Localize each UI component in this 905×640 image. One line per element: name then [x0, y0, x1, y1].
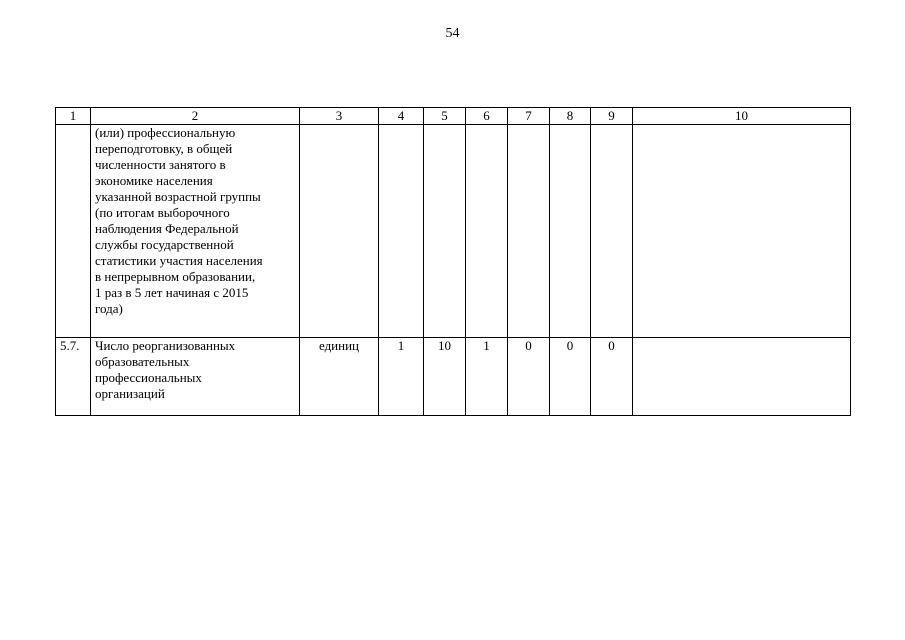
- value-cell: 1: [379, 338, 424, 416]
- column-header: 9: [591, 108, 633, 125]
- value-cell: 10: [424, 338, 466, 416]
- note-cell: [633, 125, 851, 338]
- description-line: службы государственной: [95, 237, 234, 252]
- description-line: экономике населения: [95, 173, 213, 188]
- column-header: 7: [508, 108, 550, 125]
- description-line: переподготовку, в общей: [95, 141, 233, 156]
- column-header: 10: [633, 108, 851, 125]
- value-cell: [424, 125, 466, 338]
- indicators-table: [55, 107, 851, 416]
- description-line: профессиональных: [95, 370, 202, 385]
- value-cell: 0: [550, 338, 591, 416]
- description-line: указанной возрастной группы: [95, 189, 261, 204]
- description-line: наблюдения Федеральной: [95, 221, 239, 236]
- indicator-description: [91, 338, 300, 416]
- header-row: [56, 108, 851, 125]
- column-header: 6: [466, 108, 508, 125]
- value-cell: [379, 125, 424, 338]
- description-line: численности занятого в: [95, 157, 226, 172]
- value-cell: [508, 125, 550, 338]
- description-line: Число реорганизованных: [95, 338, 236, 353]
- row-number: 5.7.: [56, 338, 91, 416]
- column-header: 4: [379, 108, 424, 125]
- row-number: [56, 125, 91, 338]
- description-line: образовательных: [95, 354, 190, 369]
- unit-cell: [300, 125, 379, 338]
- description-line: 1 раз в 5 лет начиная с 2015: [95, 285, 249, 300]
- table-row: [56, 125, 851, 338]
- value-cell: [466, 125, 508, 338]
- value-cell: 0: [591, 338, 633, 416]
- indicator-description: [91, 125, 300, 338]
- column-header: 1: [56, 108, 91, 125]
- column-header: 8: [550, 108, 591, 125]
- value-cell: [591, 125, 633, 338]
- description-line: (или) профессиональную: [95, 125, 236, 140]
- value-cell: [550, 125, 591, 338]
- description-line: организаций: [95, 386, 165, 401]
- value-cell: 1: [466, 338, 508, 416]
- description-line: года): [95, 301, 123, 316]
- unit-cell: единиц: [300, 338, 379, 416]
- note-cell: [633, 338, 851, 416]
- column-header: 5: [424, 108, 466, 125]
- table-row: [56, 338, 851, 416]
- description-line: (по итогам выборочного: [95, 205, 230, 220]
- page-number: 54: [445, 26, 460, 41]
- description-line: статистики участия населения: [95, 253, 263, 268]
- column-header: 3: [300, 108, 379, 125]
- description-line: в непрерывном образовании,: [95, 269, 256, 284]
- column-header: 2: [91, 108, 300, 125]
- value-cell: 0: [508, 338, 550, 416]
